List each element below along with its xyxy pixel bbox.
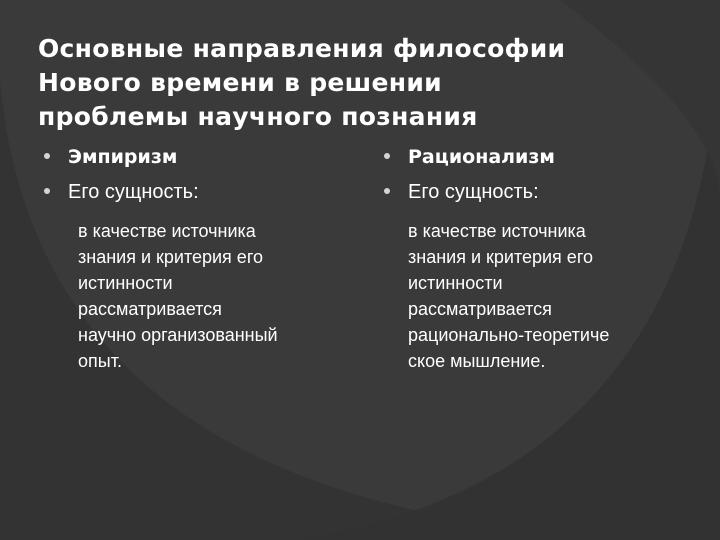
title-line: Нового времени в решении — [38, 68, 442, 97]
essence-label: Его сущность: — [68, 181, 199, 203]
rationalism-heading-item — [382, 145, 702, 169]
bullet-icon — [384, 188, 390, 194]
empiricism-description — [42, 218, 358, 374]
title-line: проблемы научного познания — [38, 102, 478, 131]
description-line: истинности — [408, 273, 503, 293]
essence-label: Его сущность: — [408, 181, 539, 203]
rationalism-essence-item — [382, 180, 702, 204]
description-line: опыт. — [78, 351, 122, 371]
description-line: рассматривается — [78, 299, 222, 319]
description-line: рассматривается — [408, 299, 552, 319]
empiricism-essence-item — [42, 180, 362, 204]
bullet-icon — [384, 153, 390, 159]
description-line: научно организованный — [78, 325, 278, 345]
description-line: знания и критерия его — [408, 247, 594, 267]
description-line: ское мышление. — [408, 351, 546, 371]
slide-title — [38, 32, 698, 134]
description-line: в качестве источника — [408, 221, 586, 241]
description-line: истинности — [78, 273, 173, 293]
empiricism-heading: Эмпиризм — [68, 146, 178, 168]
description-line: в качестве источника — [78, 221, 256, 241]
bullet-icon — [44, 188, 50, 194]
description-line: знания и критерия его — [78, 247, 264, 267]
description-line: рационально-теоретиче — [408, 325, 610, 345]
rationalism-description — [382, 218, 693, 374]
empiricism-heading-item — [42, 145, 362, 169]
bullet-icon — [44, 153, 50, 159]
rationalism-column — [382, 145, 702, 374]
title-line: Основные направления философии — [38, 34, 566, 63]
rationalism-heading: Рационализм — [408, 146, 555, 168]
empiricism-column — [42, 145, 362, 374]
